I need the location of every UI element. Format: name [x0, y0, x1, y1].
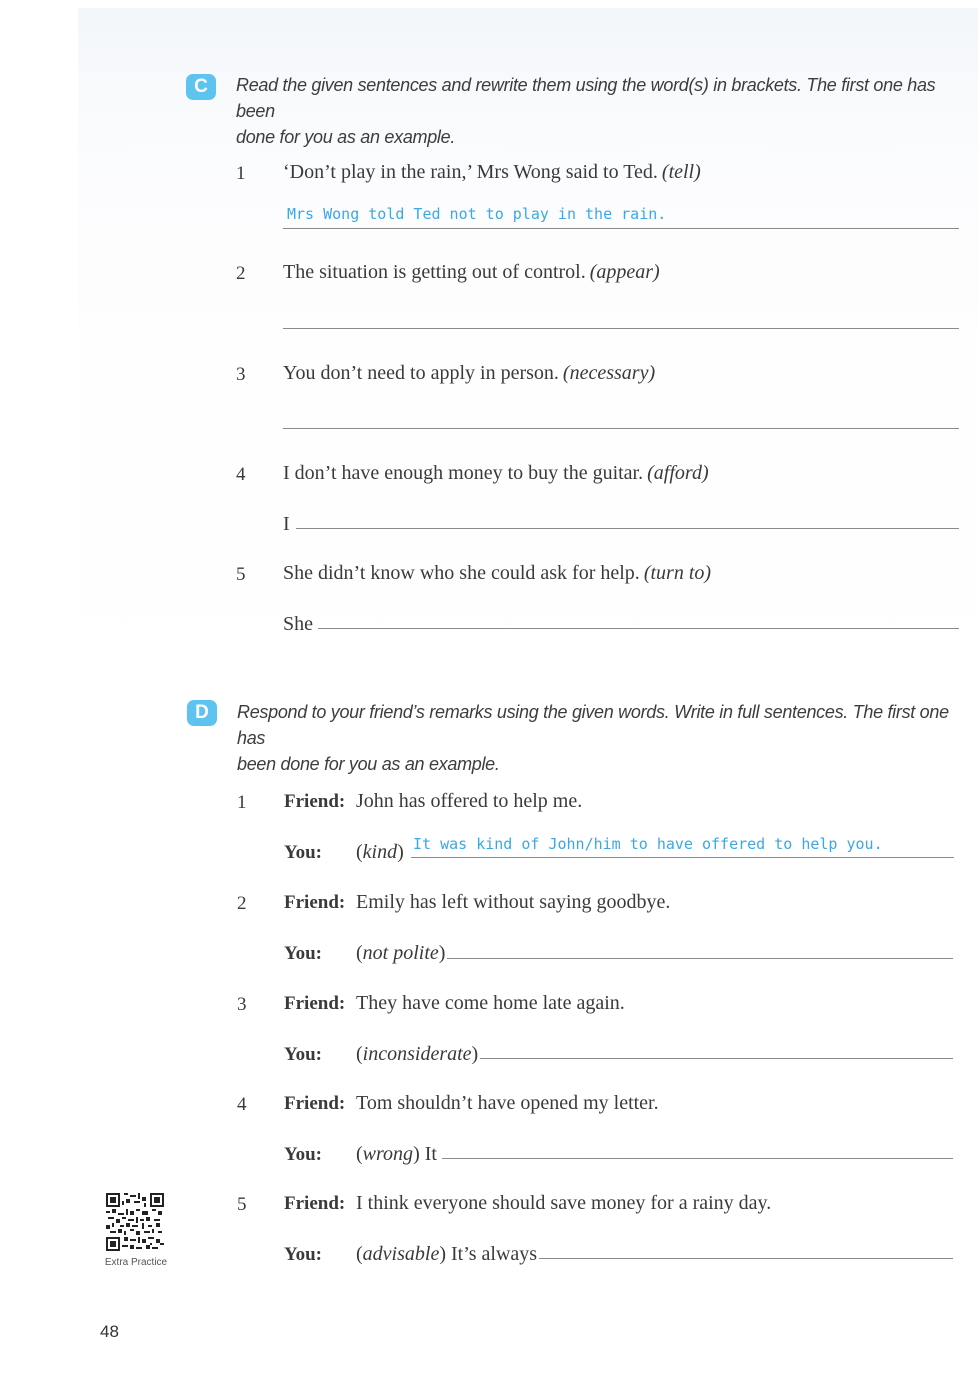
- d-item-1-you-label: You:: [284, 842, 323, 863]
- d-item-5-answer-line[interactable]: [539, 1258, 953, 1259]
- d-item-2-answer-line[interactable]: [447, 958, 953, 959]
- d-item-5-cue-word: advisable: [362, 1243, 440, 1265]
- d-item-2-number: 2: [237, 893, 247, 914]
- section-d-instruction: [237, 699, 957, 777]
- d-item-2-remark: Emily has left without saying goodbye.: [356, 891, 671, 913]
- c-item-1-answer: Mrs Wong told Ted not to play in the rain.: [287, 205, 667, 223]
- c-item-2-text: The situation is getting out of control.: [283, 261, 586, 283]
- d-item-3-cue: (inconsiderate): [356, 1043, 479, 1065]
- section-d-instruction-line1: Respond to your friend’s remarks using the given words. Write in full sentences. The first one has: [237, 702, 949, 748]
- c-item-3-hint: (necessary): [562, 362, 656, 384]
- c-item-4-sentence: [283, 462, 709, 485]
- d-item-3-you-label: You:: [284, 1044, 323, 1065]
- d-item-4-cue: (wrong) It: [356, 1143, 437, 1165]
- c-item-2-hint: (appear): [589, 261, 660, 283]
- d-item-4-cue-word: wrong: [362, 1143, 414, 1165]
- d-item-1-friend-label: Friend:: [284, 791, 346, 812]
- d-item-1-number: 1: [237, 792, 247, 813]
- c-item-5-answer-line[interactable]: [318, 628, 959, 629]
- section-c-instruction-line1: Read the given sentences and rewrite them using the word(s) in brackets. The first one has been: [236, 75, 936, 121]
- d-item-4-number: 4: [237, 1094, 247, 1115]
- section-d-badge: D: [187, 700, 217, 726]
- d-item-4-answer-line[interactable]: [442, 1158, 953, 1159]
- c-item-3-sentence: [283, 362, 655, 385]
- c-item-1-answer-line[interactable]: [283, 228, 959, 229]
- c-item-4-hint: (afford): [647, 462, 709, 484]
- d-item-3-remark: They have come home late again.: [356, 992, 625, 1014]
- c-item-4-prefix: I: [283, 513, 290, 535]
- qr-code-icon[interactable]: [106, 1193, 164, 1251]
- c-item-2-number: 2: [236, 263, 246, 284]
- c-item-1-sentence: [283, 161, 701, 184]
- c-item-5-text: She didn’t know who she could ask for help.: [283, 562, 640, 584]
- d-item-3-friend-label: Friend:: [284, 993, 346, 1014]
- c-item-2-sentence: [283, 261, 660, 284]
- d-item-5-lead: It’s always: [451, 1243, 538, 1265]
- d-item-3-number: 3: [237, 994, 247, 1015]
- c-item-4-answer-line[interactable]: [296, 528, 959, 529]
- d-item-5-friend-label: Friend:: [284, 1193, 346, 1214]
- d-item-1-cue: (kind): [356, 841, 404, 863]
- d-item-4-you-label: You:: [284, 1144, 323, 1165]
- section-c-badge: C: [186, 74, 216, 100]
- c-item-5-hint: (turn to): [643, 562, 712, 584]
- c-item-1-number: 1: [236, 163, 246, 184]
- d-item-5-remark: I think everyone should save money for a rainy day.: [356, 1192, 772, 1214]
- c-item-4-number: 4: [236, 464, 246, 485]
- d-item-1-answer: It was kind of John/him to have offered to help you.: [413, 835, 883, 853]
- page-number: 48: [100, 1322, 119, 1341]
- d-item-1-cue-word: kind: [362, 841, 398, 863]
- d-item-1-answer-line[interactable]: [411, 857, 954, 858]
- d-item-4-remark: Tom shouldn’t have opened my letter.: [356, 1092, 659, 1114]
- c-item-3-answer-line[interactable]: [283, 428, 959, 429]
- qr-label: Extra Practice: [104, 1257, 168, 1268]
- c-item-5-number: 5: [236, 564, 246, 585]
- d-item-3-answer-line[interactable]: [480, 1058, 953, 1059]
- c-item-5-prefix: She: [283, 613, 313, 635]
- c-item-3-number: 3: [236, 364, 246, 385]
- c-item-4-text: I don’t have enough money to buy the guitar.: [283, 462, 644, 484]
- d-item-2-you-label: You:: [284, 943, 323, 964]
- section-c-instruction-line2: done for you as an example.: [236, 127, 456, 147]
- section-d-instruction-line2: been done for you as an example.: [237, 754, 500, 774]
- d-item-2-cue: (not polite): [356, 942, 446, 964]
- c-item-1-text: ‘Don’t play in the rain,’ Mrs Wong said to Ted.: [283, 161, 658, 183]
- c-item-5-sentence: [283, 562, 711, 585]
- d-item-4-lead: It: [424, 1143, 437, 1165]
- d-item-5-you-label: You:: [284, 1244, 323, 1265]
- d-item-5-cue: (advisable) It’s always: [356, 1243, 538, 1265]
- d-item-4-friend-label: Friend:: [284, 1093, 346, 1114]
- d-item-3-cue-word: inconsiderate: [362, 1043, 472, 1065]
- section-c-instruction: [236, 72, 956, 150]
- c-item-2-answer-line[interactable]: [283, 328, 959, 329]
- c-item-1-hint: (tell): [661, 161, 701, 183]
- d-item-5-number: 5: [237, 1194, 247, 1215]
- c-item-3-text: You don’t need to apply in person.: [283, 362, 559, 384]
- d-item-2-friend-label: Friend:: [284, 892, 346, 913]
- d-item-1-remark: John has offered to help me.: [356, 790, 583, 812]
- d-item-2-cue-word: not polite: [362, 942, 439, 964]
